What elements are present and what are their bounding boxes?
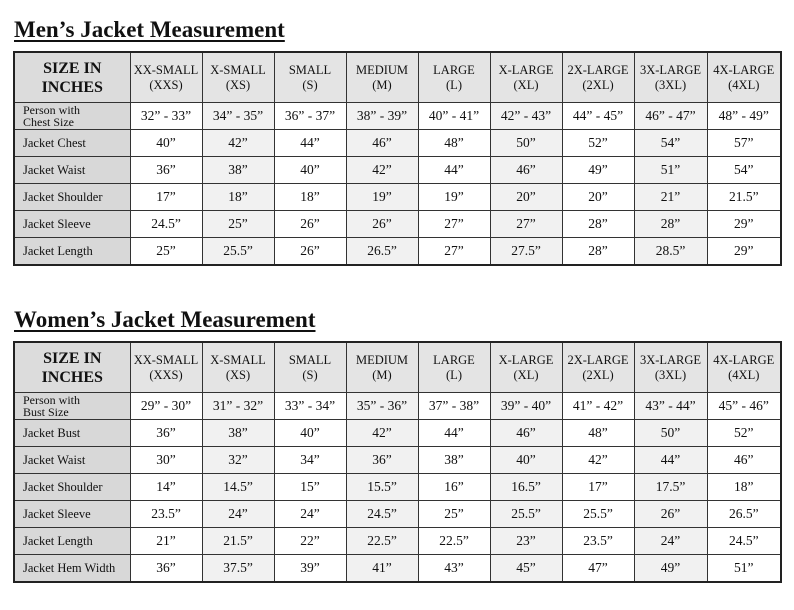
measurement-cell: 32” [202, 447, 274, 474]
measurement-cell: 19” [346, 184, 418, 211]
measurement-cell: 16.5” [490, 474, 562, 501]
size-header [490, 52, 562, 103]
measurement-cell: 33” - 34” [274, 393, 346, 420]
size-code: (S) [302, 77, 318, 92]
mens-size-table [13, 51, 782, 266]
measurement-cell: 32” - 33” [130, 103, 202, 130]
measurement-cell: 17.5” [634, 474, 707, 501]
measurement-cell: 20” [490, 184, 562, 211]
row-label-line: Jacket Hem Width [23, 560, 116, 575]
size-header [130, 52, 202, 103]
size-name: XX-SMALL [133, 62, 199, 77]
measurement-cell: 18” [202, 184, 274, 211]
size-code: (XL) [513, 367, 539, 382]
size-header [202, 52, 274, 103]
table-row [14, 501, 781, 528]
measurement-cell: 44” - 45” [562, 103, 634, 130]
row-label-line: Jacket Chest [23, 135, 86, 150]
row-label-line: Jacket Length [23, 533, 93, 548]
measurement-cell: 44” [634, 447, 707, 474]
measurement-cell: 25.5” [562, 501, 634, 528]
measurement-cell: 38” [202, 420, 274, 447]
measurement-cell: 23.5” [130, 501, 202, 528]
measurement-cell: 42” [202, 130, 274, 157]
measurement-cell: 25.5” [490, 501, 562, 528]
size-header [418, 52, 490, 103]
size-code: (L) [446, 367, 462, 382]
measurement-cell: 54” [707, 157, 781, 184]
measurement-cell: 47” [562, 555, 634, 583]
size-header [130, 342, 202, 393]
measurement-cell: 24” [202, 501, 274, 528]
measurement-cell: 52” [707, 420, 781, 447]
measurement-cell: 19” [418, 184, 490, 211]
size-code: (XS) [225, 367, 251, 382]
measurement-cell: 36” [130, 420, 202, 447]
measurement-cell: 27” [418, 211, 490, 238]
table-row [14, 238, 781, 266]
measurement-cell: 21” [634, 184, 707, 211]
measurement-cell: 24.5” [130, 211, 202, 238]
measurement-cell: 21” [130, 528, 202, 555]
row-label-line: Jacket Sleeve [23, 506, 91, 521]
measurement-cell: 40” [274, 157, 346, 184]
measurement-cell: 57” [707, 130, 781, 157]
size-name: LARGE [433, 62, 475, 77]
table-row [14, 184, 781, 211]
measurement-cell: 40” [130, 130, 202, 157]
measurement-cell: 41” - 42” [562, 393, 634, 420]
size-name: SMALL [288, 352, 332, 367]
measurement-cell: 26.5” [346, 238, 418, 266]
size-code: (XS) [225, 77, 251, 92]
measurement-cell: 25” [418, 501, 490, 528]
measurement-cell: 46” [346, 130, 418, 157]
measurement-cell: 43” [418, 555, 490, 583]
measurement-cell: 45” - 46” [707, 393, 781, 420]
mens-measurement-section [13, 16, 782, 266]
measurement-cell: 52” [562, 130, 634, 157]
size-name: X-SMALL [210, 62, 266, 77]
measurement-cell: 26” [274, 211, 346, 238]
mens-chart-title: Men’s Jacket Measurement [14, 17, 285, 42]
row-label [14, 474, 130, 501]
row-label [14, 238, 130, 266]
measurement-cell: 29” [707, 238, 781, 266]
row-label [14, 211, 130, 238]
table-row [14, 157, 781, 184]
table-row [14, 420, 781, 447]
measurement-cell: 24” [634, 528, 707, 555]
corner-line: INCHES [41, 78, 103, 96]
measurement-cell: 45” [490, 555, 562, 583]
womens-chart-title: Women’s Jacket Measurement [14, 307, 316, 332]
measurement-cell: 49” [562, 157, 634, 184]
table-row [14, 211, 781, 238]
measurement-cell: 36” [130, 555, 202, 583]
size-header [202, 342, 274, 393]
row-label [14, 393, 130, 420]
measurement-cell: 24.5” [346, 501, 418, 528]
measurement-cell: 15” [274, 474, 346, 501]
row-label-line: Jacket Shoulder [23, 189, 103, 204]
size-header [707, 52, 781, 103]
measurement-cell: 29” - 30” [130, 393, 202, 420]
row-label-line: Jacket Length [23, 243, 93, 258]
measurement-cell: 28” [562, 238, 634, 266]
measurement-cell: 35” - 36” [346, 393, 418, 420]
size-code: (2XL) [582, 77, 614, 92]
measurement-cell: 37.5” [202, 555, 274, 583]
size-header [562, 342, 634, 393]
measurement-cell: 39” - 40” [490, 393, 562, 420]
row-label [14, 501, 130, 528]
measurement-cell: 18” [274, 184, 346, 211]
row-label [14, 420, 130, 447]
measurement-cell: 29” [707, 211, 781, 238]
size-code: (2XL) [582, 367, 614, 382]
row-label-line: Jacket Bust [23, 425, 81, 440]
measurement-cell: 27” [490, 211, 562, 238]
measurement-cell: 51” [634, 157, 707, 184]
header-row [14, 52, 781, 103]
measurement-cell: 34” - 35” [202, 103, 274, 130]
size-in-inches-header [14, 342, 130, 393]
measurement-cell: 17” [562, 474, 634, 501]
measurement-cell: 26” [346, 211, 418, 238]
size-header [274, 52, 346, 103]
size-header [346, 52, 418, 103]
size-name: MEDIUM [355, 352, 409, 367]
measurement-cell: 25.5” [202, 238, 274, 266]
size-name: 3X-LARGE [639, 62, 702, 77]
table-row [14, 103, 781, 130]
measurement-cell: 44” [418, 420, 490, 447]
size-name: SMALL [288, 62, 332, 77]
measurement-cell: 31” - 32” [202, 393, 274, 420]
measurement-cell: 38” [418, 447, 490, 474]
size-name: MEDIUM [355, 62, 409, 77]
measurement-cell: 30” [130, 447, 202, 474]
size-code: (S) [302, 367, 318, 382]
size-code: (M) [372, 77, 392, 92]
size-name: X-LARGE [498, 62, 554, 77]
row-label-line: Person with [23, 103, 80, 117]
row-label-line: Jacket Sleeve [23, 216, 91, 231]
measurement-cell: 28” [562, 211, 634, 238]
measurement-cell: 40” [490, 447, 562, 474]
measurement-cell: 18” [707, 474, 781, 501]
measurement-cell: 34” [274, 447, 346, 474]
table-row [14, 555, 781, 583]
measurement-cell: 28” [634, 211, 707, 238]
measurement-cell: 26” [274, 238, 346, 266]
measurement-cell: 23” [490, 528, 562, 555]
measurement-cell: 42” - 43” [490, 103, 562, 130]
row-label [14, 130, 130, 157]
measurement-cell: 42” [346, 420, 418, 447]
size-header [418, 342, 490, 393]
corner-line: SIZE IN [43, 349, 102, 367]
row-label-line: Bust Size [23, 405, 69, 419]
size-code: (3XL) [654, 367, 687, 382]
corner-line: INCHES [41, 368, 103, 386]
row-label [14, 157, 130, 184]
measurement-cell: 46” [707, 447, 781, 474]
row-label-line: Jacket Waist [23, 452, 86, 467]
size-name: XX-SMALL [133, 352, 199, 367]
measurement-cell: 22.5” [418, 528, 490, 555]
size-header [634, 52, 707, 103]
row-label [14, 184, 130, 211]
measurement-cell: 44” [418, 157, 490, 184]
measurement-cell: 50” [490, 130, 562, 157]
row-label-line: Jacket Waist [23, 162, 86, 177]
measurement-cell: 40” - 41” [418, 103, 490, 130]
measurement-cell: 24” [274, 501, 346, 528]
measurement-cell: 38” - 39” [346, 103, 418, 130]
measurement-cell: 25” [202, 211, 274, 238]
measurement-cell: 14” [130, 474, 202, 501]
measurement-cell: 43” - 44” [634, 393, 707, 420]
size-header [274, 342, 346, 393]
size-code: (XXS) [149, 367, 183, 382]
measurement-cell: 41” [346, 555, 418, 583]
size-in-inches-header [14, 52, 130, 103]
measurement-cell: 44” [274, 130, 346, 157]
table-row [14, 528, 781, 555]
measurement-cell: 28.5” [634, 238, 707, 266]
table-row [14, 130, 781, 157]
size-name: X-SMALL [210, 352, 266, 367]
measurement-cell: 48” - 49” [707, 103, 781, 130]
measurement-cell: 27.5” [490, 238, 562, 266]
measurement-cell: 46” - 47” [634, 103, 707, 130]
measurement-cell: 36” - 37” [274, 103, 346, 130]
womens-measurement-section [13, 306, 782, 583]
measurement-cell: 39” [274, 555, 346, 583]
measurement-cell: 38” [202, 157, 274, 184]
size-code: (M) [372, 367, 392, 382]
size-name: 4X-LARGE [713, 352, 775, 367]
measurement-cell: 42” [562, 447, 634, 474]
size-name: 2X-LARGE [567, 352, 629, 367]
row-label [14, 447, 130, 474]
row-label-line: Jacket Shoulder [23, 479, 103, 494]
table-row [14, 447, 781, 474]
measurement-cell: 24.5” [707, 528, 781, 555]
size-code: (XXS) [149, 77, 183, 92]
measurement-cell: 26” [634, 501, 707, 528]
size-name: 4X-LARGE [713, 62, 775, 77]
size-code: (4XL) [728, 77, 760, 92]
size-name: X-LARGE [498, 352, 554, 367]
measurement-cell: 51” [707, 555, 781, 583]
measurement-cell: 15.5” [346, 474, 418, 501]
size-name: 3X-LARGE [639, 352, 702, 367]
measurement-cell: 23.5” [562, 528, 634, 555]
measurement-cell: 48” [418, 130, 490, 157]
row-label-line: Chest Size [23, 115, 74, 129]
measurement-cell: 40” [274, 420, 346, 447]
row-label [14, 528, 130, 555]
size-code: (3XL) [654, 77, 687, 92]
size-code: (XL) [513, 77, 539, 92]
measurement-cell: 21.5” [707, 184, 781, 211]
row-label [14, 555, 130, 583]
size-header [562, 52, 634, 103]
size-header [634, 342, 707, 393]
row-label-line: Person with [23, 393, 80, 407]
measurement-cell: 16” [418, 474, 490, 501]
measurement-cell: 21.5” [202, 528, 274, 555]
measurement-cell: 20” [562, 184, 634, 211]
measurement-cell: 27” [418, 238, 490, 266]
measurement-cell: 48” [562, 420, 634, 447]
measurement-cell: 22” [274, 528, 346, 555]
measurement-cell: 22.5” [346, 528, 418, 555]
size-header [490, 342, 562, 393]
measurement-cell: 26.5” [707, 501, 781, 528]
measurement-cell: 17” [130, 184, 202, 211]
header-row [14, 342, 781, 393]
womens-size-table [13, 341, 782, 583]
corner-line: SIZE IN [43, 59, 102, 77]
size-name: LARGE [433, 352, 475, 367]
measurement-cell: 36” [346, 447, 418, 474]
measurement-cell: 36” [130, 157, 202, 184]
measurement-cell: 37” - 38” [418, 393, 490, 420]
size-code: (L) [446, 77, 462, 92]
measurement-cell: 50” [634, 420, 707, 447]
table-row [14, 393, 781, 420]
measurement-cell: 25” [130, 238, 202, 266]
size-code: (4XL) [728, 367, 760, 382]
size-header [346, 342, 418, 393]
table-row [14, 474, 781, 501]
measurement-cell: 46” [490, 157, 562, 184]
measurement-cell: 49” [634, 555, 707, 583]
size-header [707, 342, 781, 393]
measurement-cell: 46” [490, 420, 562, 447]
size-name: 2X-LARGE [567, 62, 629, 77]
measurement-cell: 42” [346, 157, 418, 184]
measurement-cell: 14.5” [202, 474, 274, 501]
measurement-cell: 54” [634, 130, 707, 157]
row-label [14, 103, 130, 130]
